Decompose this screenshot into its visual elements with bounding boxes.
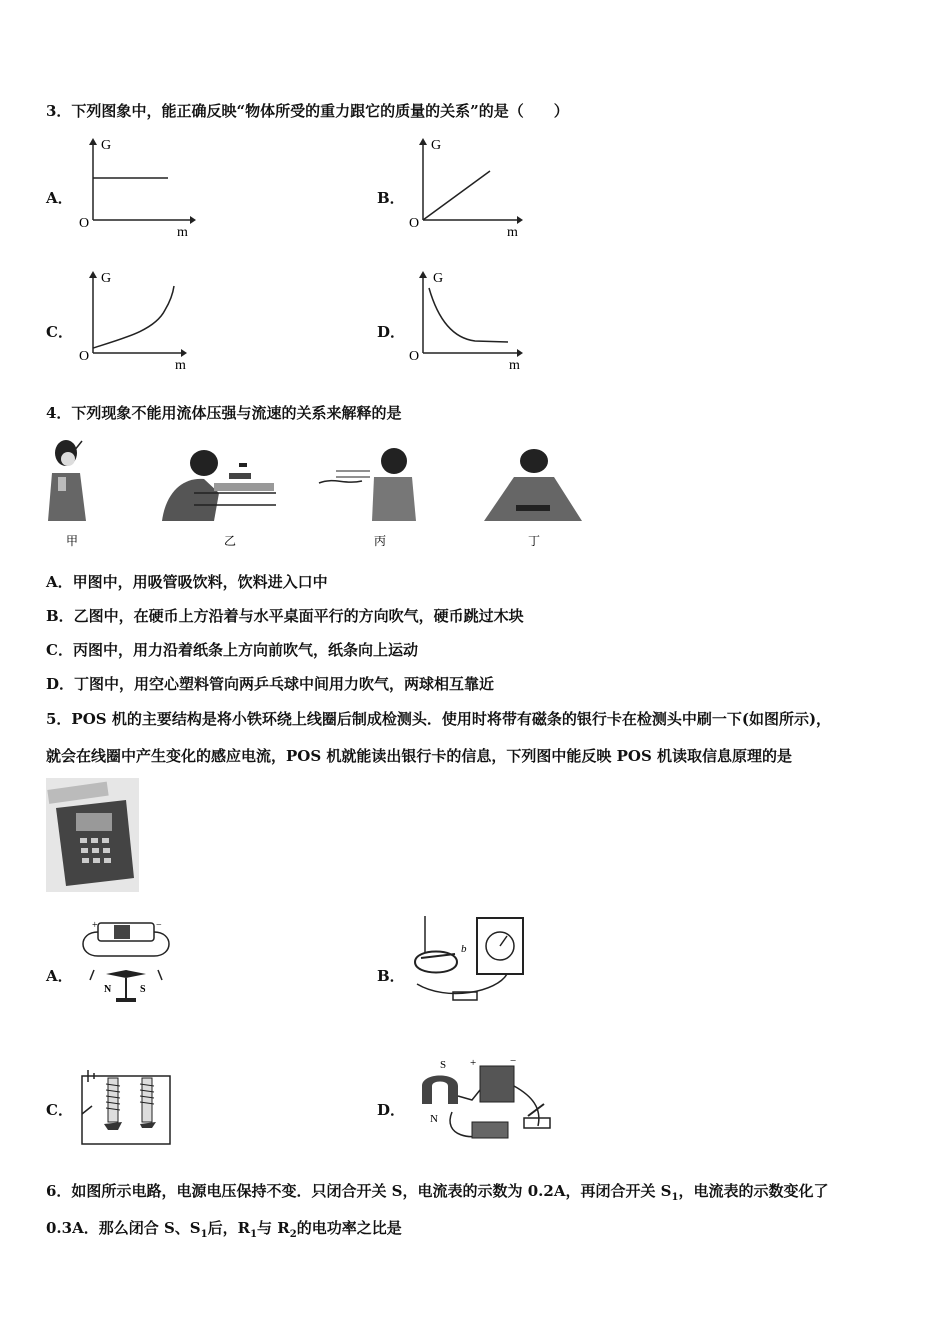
q6-line1: 6．如图所示电路，电源电压保持不变．只闭合开关 S，电流表的示数为 0.2A，再闭合开关 $S_1$，电流表的示数变化了 (46, 1182, 829, 1203)
svg-text:m: m (507, 225, 518, 240)
q5-option-b-label: B． (377, 967, 405, 985)
q3-option-d-label: D． (377, 323, 406, 341)
svg-text:G: G (431, 138, 442, 153)
boy-blowing-balls-figure (484, 449, 582, 521)
q4-option-c: C．丙图中，用力沿着纸条上方向前吹气，纸条向上运动 (46, 641, 418, 659)
q5-figure-c (76, 1064, 178, 1148)
svg-text:N: N (430, 1113, 438, 1125)
svg-text:O: O (409, 216, 420, 231)
svg-text:O: O (79, 216, 90, 231)
svg-text:G: G (433, 271, 444, 286)
svg-text:丙: 丙 (374, 534, 387, 548)
q3-option-a-label: A． (46, 189, 73, 207)
q3-graph-d (405, 268, 530, 373)
svg-text:b: b (461, 943, 467, 955)
svg-text:丁: 丁 (528, 534, 541, 548)
svg-text:N: N (104, 984, 112, 995)
svg-text:S: S (140, 984, 146, 995)
svg-text:+: + (470, 1057, 477, 1069)
svg-text:G: G (101, 138, 112, 153)
q5-figure-b (407, 912, 531, 1012)
q5-option-d-label: D． (377, 1101, 406, 1119)
svg-text:乙: 乙 (224, 534, 237, 548)
svg-text:m: m (175, 358, 186, 373)
boy-blowing-coin-figure (162, 450, 276, 521)
q3-stem: 3．下列图象中，能正确反映“物体所受的重力跟它的质量的关系”的是（ ） (46, 102, 569, 120)
svg-text:O: O (79, 349, 90, 364)
svg-text:−: − (156, 920, 162, 931)
q4-option-b: B．乙图中，在硬币上方沿着与水平桌面平行的方向吹气，硬币跳过木块 (46, 607, 524, 625)
q3-graph-b (405, 135, 530, 240)
svg-text:m: m (509, 358, 520, 373)
q5-figure-d (412, 1056, 554, 1158)
q3-graph-a (75, 135, 200, 240)
svg-text:+: + (92, 920, 98, 931)
q5-stem-line1: 5．POS 机的主要结构是将小铁环绕上线圈后制成检测头．使用时将带有磁条的银行卡在检测头中刷一下(如图所示)， (46, 710, 832, 728)
q5-option-c-label: C． (46, 1101, 73, 1119)
q3-option-c-label: C． (46, 323, 73, 341)
svg-text:G: G (101, 271, 112, 286)
q4-stem: 4．下列现象不能用流体压强与流速的关系来解释的是 (46, 404, 402, 422)
q5-stem-line2: 就会在线圈中产生变化的感应电流，POS 机就能读出银行卡的信息，下列图中能反映 POS 机读取信息原理的是 (46, 747, 793, 765)
girl-drinking-figure (48, 440, 86, 521)
svg-text:S: S (440, 1059, 447, 1071)
boy-blowing-paper-figure (319, 448, 416, 521)
svg-text:O: O (409, 349, 420, 364)
q3-option-b-label: B． (377, 189, 405, 207)
q6-line2: 0.3A．那么闭合 S、$S_1$后，$R_1$与 $R_2$的电功率之比是 (46, 1219, 402, 1240)
q4-option-d: D．丁图中，用空心塑料管向两乒乓球中间用力吹气，两球相互靠近 (46, 675, 495, 693)
q5-option-a-label: A． (46, 967, 73, 985)
q3-graph-c (75, 268, 200, 373)
q4-figure (44, 433, 584, 551)
q4-option-a: A．甲图中，用吸管吸饮料，饮料进入口中 (46, 573, 328, 591)
svg-text:甲: 甲 (66, 534, 79, 548)
q5-figure-a (76, 918, 178, 1006)
pos-machine-photo (46, 778, 139, 892)
svg-text:−: − (510, 1056, 517, 1067)
svg-text:m: m (177, 225, 188, 240)
